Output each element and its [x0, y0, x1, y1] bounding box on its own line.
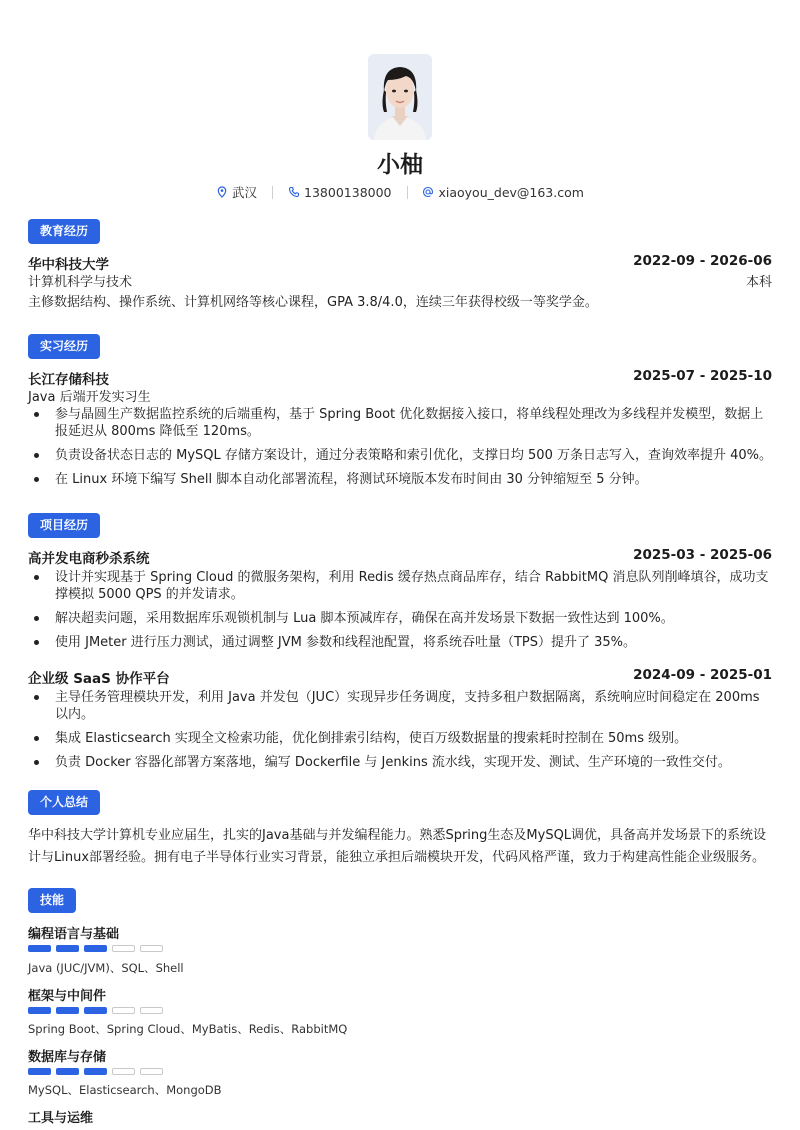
summary-text: 华中科技大学计算机专业应届生，扎实的Java基础与并发编程能力。熟悉Spring生态及MySQL调优，具备高并发场景下的系统设计与Linux部署经验。拥有电子半导体行业实习背景，能独立承担后端模块开发，代码风格严谨，致力于构建高性能企业级服务。 [28, 828, 767, 865]
school-name: 华中科技大学 [28, 257, 109, 273]
project-bullets [28, 689, 772, 778]
section-badge-projects: 项目经历 [28, 513, 100, 538]
skill-level-filled [56, 1007, 79, 1014]
skill-level-filled [28, 1068, 51, 1075]
at-icon [422, 186, 434, 198]
education-subheader [28, 271, 772, 289]
list-item: 集成 Elasticsearch 实现全文检索功能，优化倒排索引结构，使百万级数据量的搜索耗时控制在 50ms 级别。 [28, 730, 772, 747]
map-pin-icon [216, 186, 228, 198]
list-item: 设计并实现基于 Spring Cloud 的微服务架构，利用 Redis 缓存热点商品库存，结合 RabbitMQ 消息队列削峰填谷，成功支撑模拟 5000 QPS 的并发请求。 [28, 569, 772, 603]
skill-level-filled [28, 1007, 51, 1014]
contact-divider [272, 186, 273, 199]
contact-email[interactable] [422, 184, 583, 202]
skill-level-empty [112, 945, 135, 952]
skill-level-empty [112, 1068, 135, 1075]
location-text: 武汉 [232, 184, 258, 200]
skill-level-bar [28, 1068, 168, 1076]
major-text: 计算机科学与技术 [28, 275, 133, 290]
skill-level-filled [84, 1007, 107, 1014]
skill-title: 编程语言与基础 [28, 927, 120, 942]
internship-period: 2025-07 - 2025-10 [633, 368, 772, 384]
skill-level-empty [140, 1068, 163, 1075]
skill-level-bar [28, 945, 168, 953]
skill-level-empty [140, 1007, 163, 1014]
skill-detail: MySQL、Elasticsearch、MongoDB [28, 1083, 222, 1097]
education-header [28, 253, 772, 271]
list-item: 使用 JMeter 进行压力测试，通过调整 JVM 参数和线程池配置，将系统吞吐量（TPS）提升了 35%。 [28, 634, 772, 651]
email-text: xiaoyou_dev@163.com [438, 184, 584, 200]
internship-bullets [28, 406, 772, 495]
skill-detail: Java (JUC/JVM)、SQL、Shell [28, 961, 184, 975]
contact-bar [0, 183, 800, 202]
section-badge-education: 教育经历 [28, 219, 100, 244]
project-header [28, 547, 772, 565]
internship-role: Java 后端开发实习生 [28, 390, 151, 405]
internship-header [28, 368, 772, 386]
project-title: 企业级 SaaS 协作平台 [28, 671, 170, 687]
avatar [368, 54, 432, 140]
skill-detail: Spring Boot、Spring Cloud、MyBatis、Redis、RabbitMQ [28, 1022, 348, 1036]
skill-title: 框架与中间件 [28, 989, 107, 1004]
phone-text: 13800138000 [304, 184, 392, 200]
skill-level-filled [56, 1068, 79, 1075]
degree-text: 本科 [745, 275, 772, 290]
contact-location [216, 184, 257, 202]
contact-divider [407, 186, 408, 199]
skill-title: 工具与运维 [28, 1111, 94, 1126]
project-header [28, 667, 772, 685]
skill-level-filled [84, 1068, 107, 1075]
list-item: 参与晶圆生产数据监控系统的后端重构，基于 Spring Boot 优化数据接入接口，将单线程处理改为多线程并发模型，数据上报延迟从 800ms 降低至 120ms。 [28, 406, 772, 440]
contact-phone[interactable] [288, 184, 391, 202]
list-item: 主导任务管理模块开发，利用 Java 并发包（JUC）实现异步任务调度，支持多租户数据隔离，系统响应时间稳定在 200ms 以内。 [28, 689, 772, 723]
skill-level-empty [140, 945, 163, 952]
skill-level-filled [28, 945, 51, 952]
project-bullets [28, 569, 772, 658]
list-item: 负责 Docker 容器化部署方案落地，编写 Dockerfile 与 Jenkins 流水线，实现开发、测试、生产环境的一致性交付。 [28, 754, 772, 771]
section-badge-skills: 技能 [28, 888, 76, 913]
education-period: 2022-09 - 2026-06 [633, 253, 772, 269]
company-name: 长江存储科技 [28, 372, 109, 388]
skill-level-filled [56, 945, 79, 952]
skill-title: 数据库与存储 [28, 1050, 107, 1065]
list-item: 负责设备状态日志的 MySQL 存储方案设计，通过分表策略和索引优化，支撑日均 500 万条日志写入，查询效率提升 40%。 [28, 447, 772, 464]
candidate-name: 小柚 [377, 152, 423, 178]
section-badge-summary: 个人总结 [28, 790, 100, 815]
list-item: 在 Linux 环境下编写 Shell 脚本自动化部署流程，将测试环境版本发布时间由 30 分钟缩短至 5 分钟。 [28, 471, 772, 488]
skill-level-filled [84, 945, 107, 952]
skill-level-bar [28, 1007, 168, 1015]
project-title: 高并发电商秒杀系统 [28, 551, 150, 567]
skill-level-empty [112, 1007, 135, 1014]
education-description: 主修数据结构、操作系统、计算机网络等核心课程，GPA 3.8/4.0，连续三年获得校级一等奖学金。 [28, 295, 598, 310]
project-period: 2025-03 - 2025-06 [633, 547, 772, 563]
section-badge-internship: 实习经历 [28, 334, 100, 359]
phone-icon [288, 186, 300, 198]
project-period: 2024-09 - 2025-01 [633, 667, 772, 683]
list-item: 解决超卖问题，采用数据库乐观锁机制与 Lua 脚本预减库存，确保在高并发场景下数据一致性达到 100%。 [28, 610, 772, 627]
